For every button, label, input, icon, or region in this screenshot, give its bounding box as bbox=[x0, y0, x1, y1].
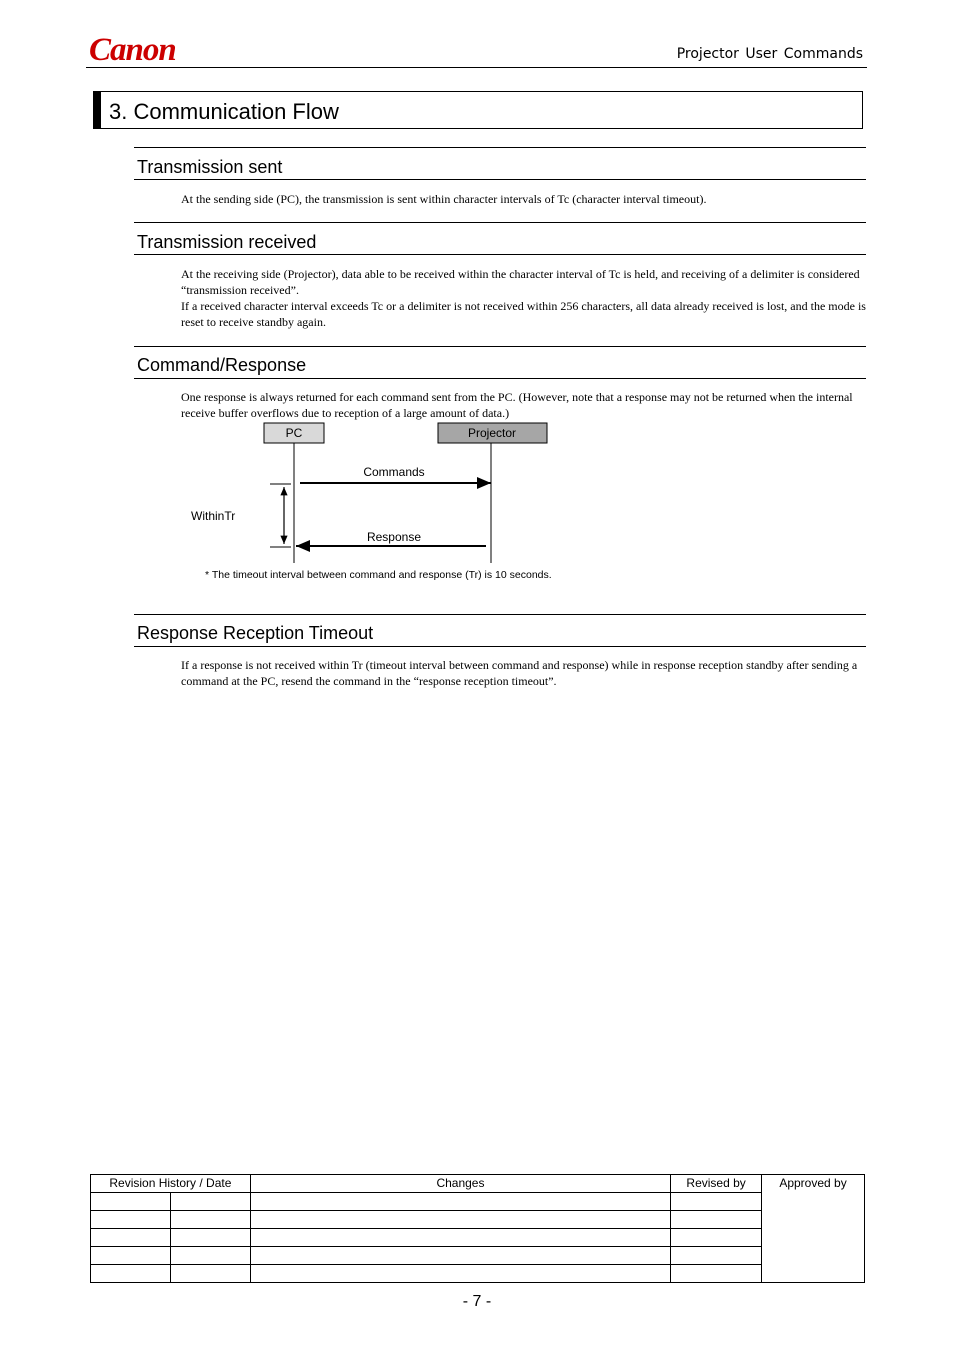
table-cell bbox=[170, 1265, 250, 1283]
section-rule-top bbox=[134, 147, 866, 148]
section-body-response-reception-timeout bbox=[181, 657, 867, 689]
table-cell bbox=[671, 1193, 762, 1211]
section-body-command-response bbox=[181, 389, 867, 421]
table-cell bbox=[91, 1247, 171, 1265]
within-tr-label: WithinTr bbox=[191, 509, 236, 523]
revision-history-table bbox=[90, 1174, 865, 1283]
section-title-response-reception-timeout: Response Reception Timeout bbox=[137, 623, 374, 643]
commands-label: Commands bbox=[363, 465, 425, 479]
paragraph: At the receiving side (Projector), data able to be received within the character interval of Tc is held, and receiving of a delimiter is considered “transmission received”. bbox=[181, 267, 860, 297]
page-number: - 7 - bbox=[462, 1293, 492, 1310]
table-cell bbox=[250, 1265, 670, 1283]
table-cell bbox=[170, 1247, 250, 1265]
table-cell bbox=[91, 1193, 171, 1211]
header-changes: Changes bbox=[250, 1175, 670, 1193]
section-title-transmission-sent: Transmission sent bbox=[137, 157, 283, 177]
pc-label: PC bbox=[285, 426, 303, 440]
table-cell bbox=[170, 1229, 250, 1247]
section-title-command-response: Command/Response bbox=[137, 355, 307, 375]
paragraph: At the sending side (PC), the transmission is sent within character intervals of Tc (character interval timeout). bbox=[181, 192, 707, 206]
projector-label: Projector bbox=[467, 426, 517, 440]
section-body-transmission-received bbox=[181, 266, 867, 330]
table-cell bbox=[91, 1211, 171, 1229]
table-header-row bbox=[91, 1175, 865, 1193]
table-row bbox=[91, 1211, 865, 1229]
header-revised-by: Revised by bbox=[671, 1175, 762, 1193]
section-rule-bottom bbox=[134, 646, 866, 647]
table-cell bbox=[170, 1211, 250, 1229]
header-divider bbox=[86, 67, 867, 68]
paragraph: If a received character interval exceeds Tc or a delimiter is not received within 256 characters, all data already received is lost, and the mode is reset to receive standby again. bbox=[181, 299, 866, 329]
response-label: Response bbox=[366, 530, 422, 544]
table-cell bbox=[671, 1247, 762, 1265]
header-revision-history-date: Revision History / Date bbox=[91, 1175, 251, 1193]
table-cell bbox=[250, 1193, 670, 1211]
timeout-note: * The timeout interval between command and response (Tr) is 10 seconds. bbox=[205, 569, 552, 581]
table-cell bbox=[671, 1229, 762, 1247]
canon-logo bbox=[89, 34, 211, 64]
paragraph: One response is always returned for each command sent from the PC. (However, note that a response may not be returned when the internal receive buffer overflows due to reception of a large amount of data.) bbox=[181, 390, 853, 420]
table-cell bbox=[250, 1247, 670, 1265]
section-title-transmission-received: Transmission received bbox=[137, 232, 317, 252]
table-cell bbox=[671, 1211, 762, 1229]
chapter-title: 3. Communication Flow bbox=[109, 99, 339, 124]
table-cell bbox=[671, 1265, 762, 1283]
document-title: Projector User Commands bbox=[676, 46, 863, 62]
table-cell bbox=[91, 1229, 171, 1247]
command-response-diagram bbox=[180, 420, 620, 590]
canon-logo-text: Canon bbox=[89, 34, 176, 64]
section-rule-top bbox=[134, 222, 866, 223]
paragraph: If a response is not received within Tr (timeout interval between command and response) while in response reception standby after sending a command at the PC, resend the command in the “response reception timeout”. bbox=[181, 658, 858, 688]
section-rule-bottom bbox=[134, 378, 866, 379]
header-approved-by: Approved by bbox=[762, 1175, 865, 1283]
section-rule-top bbox=[134, 614, 866, 615]
table-cell bbox=[170, 1193, 250, 1211]
section-body-transmission-sent bbox=[181, 191, 867, 207]
table-row bbox=[91, 1265, 865, 1283]
section-rule-top bbox=[134, 346, 866, 347]
table-row bbox=[91, 1193, 865, 1211]
section-rule-bottom bbox=[134, 179, 866, 180]
table-row bbox=[91, 1247, 865, 1265]
section-rule-bottom bbox=[134, 254, 866, 255]
table-cell bbox=[91, 1265, 171, 1283]
table-row bbox=[91, 1229, 865, 1247]
chapter-heading-bar bbox=[93, 91, 101, 129]
table-cell bbox=[250, 1229, 670, 1247]
table-cell bbox=[250, 1211, 670, 1229]
